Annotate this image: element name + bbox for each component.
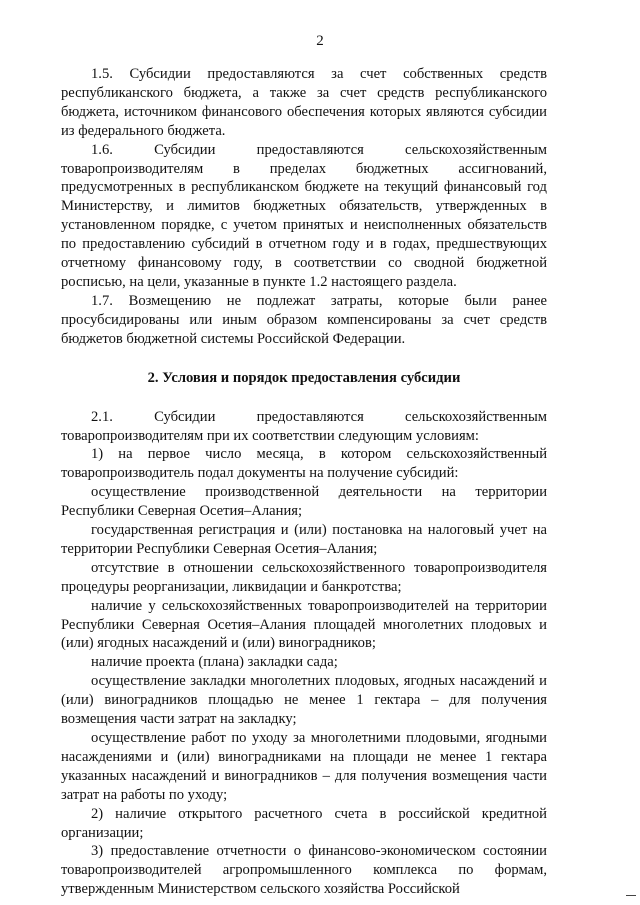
condition-1-garden-plan: наличие проекта (плана) закладки сада; [91,654,338,671]
condition-1-maintenance: осуществление работ по уходу за многолетними плодовыми, ягодными насаждениями и (или) виноградниками на площади не менее 1 гектара указанных насаждений и виноградников – для получения возмещения части затрат на работы по уходу; [61,730,547,803]
paragraph-1-5: 1.5. Субсидии предоставляются за счет собственных средств республиканского бюджета, а также за счет средств республиканского бюджета, источником финансового обеспечения которых являются субсидии из федерального бюджета. [61,66,547,139]
page-number: 2 [316,33,324,49]
condition-1-no-bankruptcy: отсутствие в отношении сельскохозяйственного товаропроизводителя процедуры реорганизации, ликвидации и банкротства; [61,559,547,595]
condition-1-planting: осуществление закладки многолетних плодовых, ягодных насаждений и (или) виноградников площадью не менее 1 гектара – для получения возмещения части затрат на закладку; [61,673,547,728]
document-body [61,65,547,899]
condition-1-production: осуществление производственной деятельности на территории Республики Северная Осетия–Алания; [61,484,547,520]
condition-3: 3) предоставление отчетности о финансово-экономическом состоянии товаропроизводителей агропромышленного комплекса по формам, утвержденным Министерством сельского хозяйства Российской [61,843,547,898]
condition-1-orchard-areas: наличие у сельскохозяйственных товаропроизводителей на территории Республики Северная Осетия–Алания площадей многолетних плодовых и (или) ягодных насаждений и (или) виноградников; [61,597,547,652]
condition-2: 2) наличие открытого расчетного счета в российской кредитной организации; [61,805,547,841]
paragraph-1-6: 1.6. Субсидии предоставляются сельскохозяйственным товаропроизводителям в пределах бюджетных ассигнований, предусмотренных в республиканском бюджете на текущий финансовый год Министерству, и лимитов бюджетных обязательств, утвержденных в установленном порядке, с учетом принятых и неисполненных обязательств по предоставлению субсидий в отчетном году и в годах, предшествующих отчетному финансовому году, в соответствии со сводной бюджетной росписью, на цели, указанные в пункте 1.2 настоящего раздела. [61,141,547,290]
paragraph-2-1: 2.1. Субсидии предоставляются сельскохозяйственным товаропроизводителям при их соответствии следующим условиям: [61,408,547,444]
condition-1: 1) на первое число месяца, в котором сельскохозяйственный товаропроизводитель подал документы на получение субсидий: [61,446,547,482]
scan-edge-mark [626,895,636,896]
section-heading: 2. Условия и порядок предоставления субсидии [147,369,461,386]
condition-1-registration: государственная регистрация и (или) постановка на налоговый учет на территории Республики Северная Осетия–Алания; [61,522,547,557]
paragraph-1-7: 1.7. Возмещению не подлежат затраты, которые были ранее просубсидированы или иным образом компенсированы за счет средств бюджетов бюджетной системы Российской Федерации. [61,292,547,347]
